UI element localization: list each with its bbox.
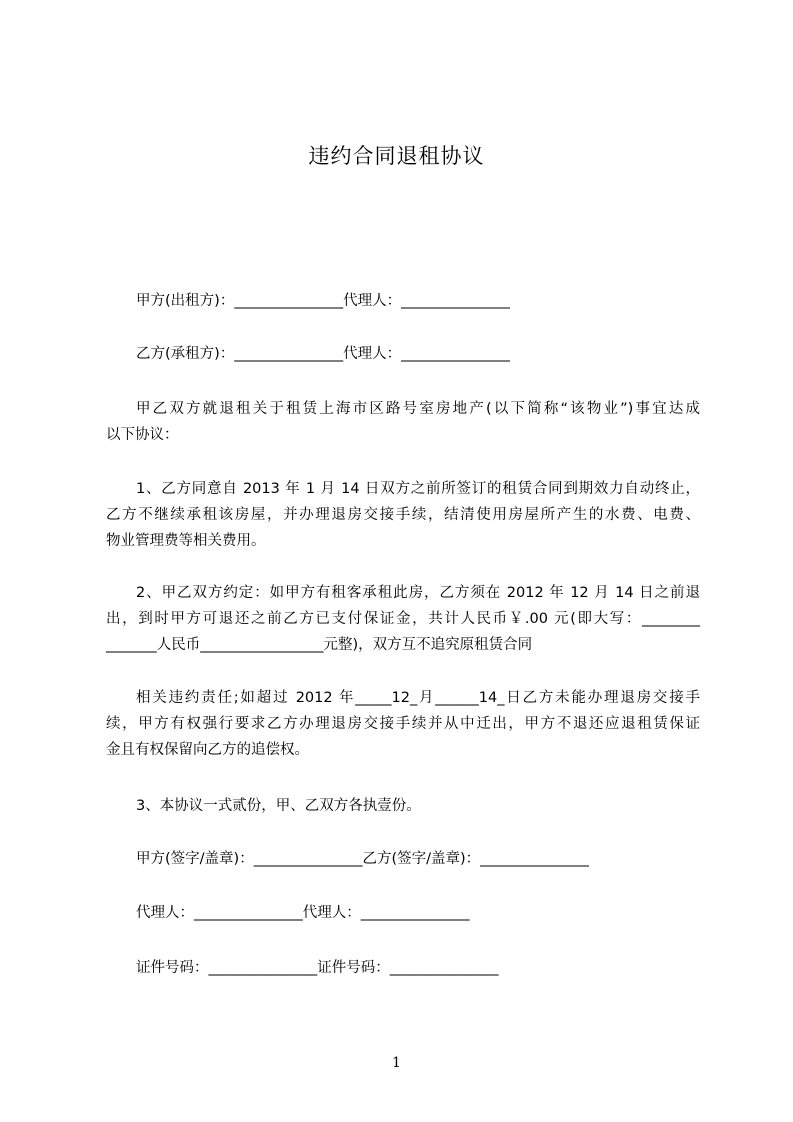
clause-2-paragraph [106,580,700,658]
liability-row-3: 金且有权保留向乙方的追偿权。 [106,742,309,758]
clause-3-line: 3、本协议一式贰份，甲、乙双方各执壹份。 [136,798,421,814]
clause-1-row-3: 物业管理费等相关费用。 [106,533,266,549]
liability-row-2: 续，甲方有权强行要求乙方办理退房交接手续并从中迁出，甲方不退还应退租赁保证 [106,716,700,732]
party-a-line: 甲方(出租方)：_______________代理人：_______________ [136,293,510,309]
party-b-line: 乙方(承租方)：_______________代理人：_______________ [136,346,510,362]
liability-paragraph [106,685,700,763]
clause-1-paragraph [106,476,700,554]
intro-paragraph [106,396,700,448]
clause-1-row-2: 乙方不继续承租该房屋，并办理退房交接手续，结清使用房屋所产生的水费、电费、 [106,507,700,523]
liability-row-1: 相关违约责任;如超过 2012 年_____12_月______14_日乙方未能办理退房交接手 [136,690,700,706]
clause-2-row-1: 2、甲乙双方约定：如甲方有租客承租此房，乙方须在 2012 年 12 月 14 日之前退 [136,585,700,601]
clause-2-row-2: 出，到时甲方可退还之前乙方已支付保证金，共计人民币￥.00 元(即大写：________ [106,611,700,627]
page-number: 1 [392,1055,401,1071]
intro-row-1: 甲乙双方就退租关于租赁上海市区路号室房地产(以下简称“该物业”)事宜达成 [136,401,700,417]
document-title: 违约合同退租协议 [308,144,485,168]
id-number-line: 证件号码：_______________证件号码：_______________ [136,960,499,976]
agent-line: 代理人：_______________代理人：_______________ [136,905,470,921]
clause-2-row-3: _______人民币_________________元整)，双方互不追究原租赁合同 [106,637,533,653]
intro-row-2: 以下协议： [106,427,179,443]
signature-line: 甲方(签字/盖章)：_______________乙方(签字/盖章)：_______________ [136,851,589,867]
clause-1-row-1: 1、乙方同意自 2013 年 1 月 14 日双方之前所签订的租赁合同到期效力自动终止， [136,481,700,497]
